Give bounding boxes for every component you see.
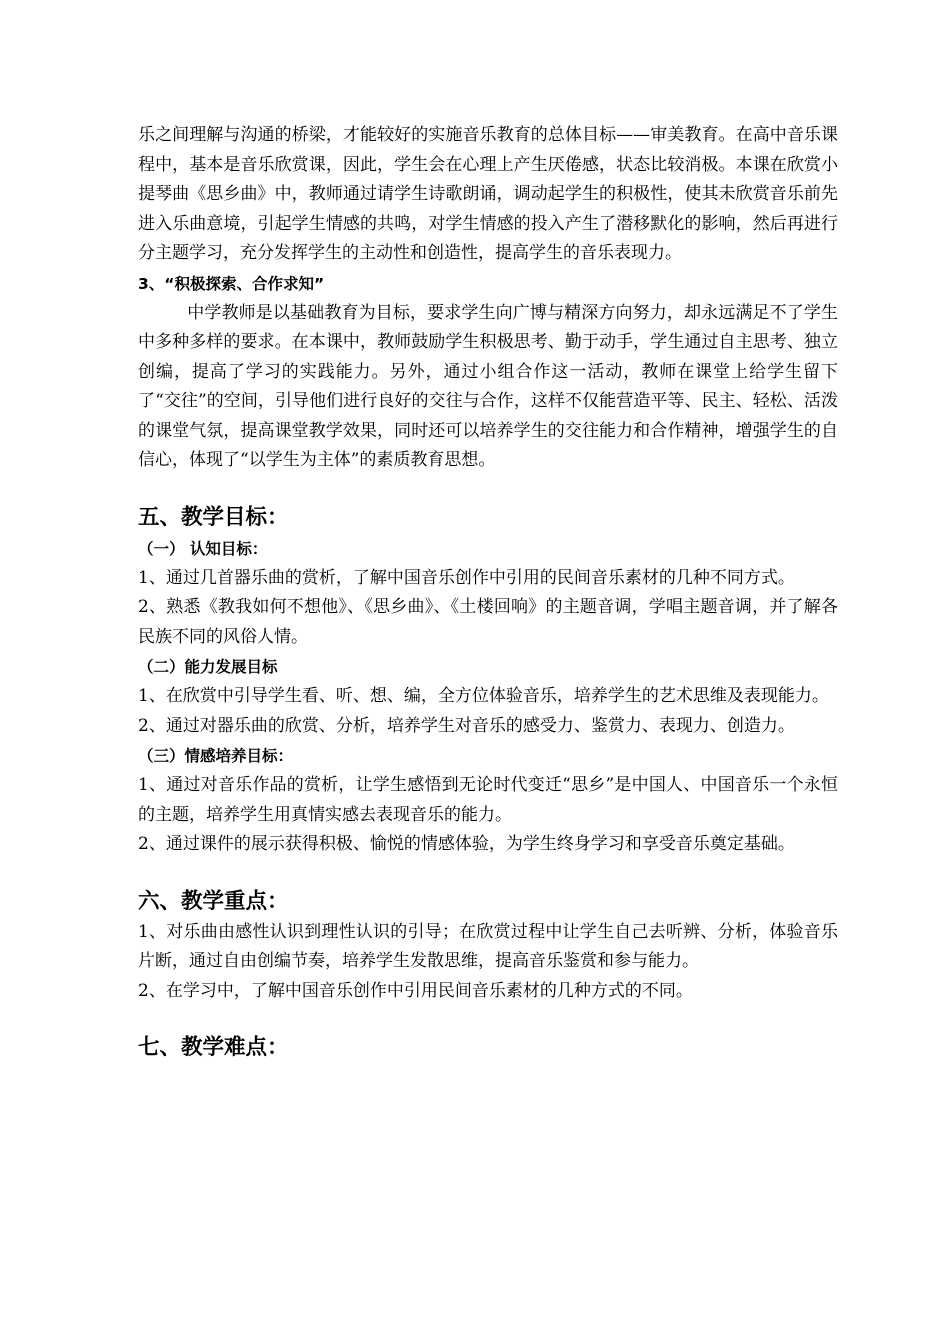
cognitive-goal-1: 1、通过几首器乐曲的赏析，了解中国音乐创作中引用的民间音乐素材的几种不同方式。 [138,567,795,588]
ability-goals-title: （二）能力发展目标 [138,658,278,676]
section-7-heading: 七、教学难点： [138,1035,289,1060]
page-content [138,121,838,1064]
emotion-goals-title: （三）情感培养目标： [138,747,294,765]
subsection-3-title: 3、“积极探索、合作求知” [138,274,325,293]
key-point-2: 2、在学习中，了解中国音乐创作中引用民间音乐素材的几种方式的不同。 [138,980,693,1001]
ability-goal-2: 2、通过对器乐曲的欣赏、分析，培养学生对音乐的感受力、鉴赏力、表现力、创造力。 [138,715,795,736]
intro-paragraph: 乐之间理解与沟通的桥梁，才能较好的实施音乐教育的总体目标——审美教育。在高中音乐课程中，基本是音乐欣赏课，因此，学生会在心理上产生厌倦感，状态比较消极。本课在欣赏小提琴曲《思乡曲》中，教师通过请学生诗歌朗诵，调动起学生的积极性，使其未欣赏音乐前先进入乐曲意境，引起学生情感的共鸣，对学生情感的投入产生了潜移默化的影响，然后再进行分主题学习，充分发挥学生的主动性和创造性，提高学生的音乐表现力。 [138,125,838,263]
subsection-3-paragraph: 中学教师是以基础教育为目标，要求学生向广博与精深方向努力，却永远满足不了学生中多种多样的要求。在本课中，教师鼓励学生积极思考、勤于动手，学生通过自主思考、独立创编，提高了学习的实践能力。另外，通过小组合作这一活动，教师在课堂上给学生留下了“交往”的空间，引导他们进行良好的交往与合作，这样不仅能营造平等、民主、轻松、活泼的课堂气氛，提高课堂教学效果，同时还可以培养学生的交往能力和合作精神，增强学生的自信心，体现了“以学生为主体”的素质教育思想。 [138,302,838,470]
section-5-heading: 五、教学目标： [138,504,289,530]
spacer [138,860,838,886]
ability-goal-1: 1、在欣赏中引导学生看、听、想、编，全方位体验音乐，培养学生的艺术思维及表现能力。 [138,686,829,706]
spacer [138,1006,838,1032]
section-6-heading: 六、教学重点： [138,888,289,914]
cognitive-goals-title: （一） 认知目标： [138,539,268,558]
cognitive-goal-2: 2、熟悉《教我如何不想他》、《思乡曲》、《土楼回响》的主题音调，学唱主题音调，并了解各民族不同的风俗人情。 [138,597,838,647]
emotion-goal-2: 2、通过课件的展示获得积极、愉悦的情感体验，为学生终身学习和享受音乐奠定基础。 [138,834,795,854]
emotion-goal-1: 1、通过对音乐作品的赏析，让学生感悟到无论时代变迁“思乡”是中国人、中国音乐一个永恒的主题，培养学生用真情实感去表现音乐的能力。 [138,775,838,825]
spacer [138,476,838,502]
key-point-1: 1、对乐曲由感性认识到理性认识的引导；在欣赏过程中让学生自己去听辨、分析，体验音乐片断，通过自由创编节奏，培养学生发散思维，提高音乐鉴赏和参与能力。 [138,921,838,971]
